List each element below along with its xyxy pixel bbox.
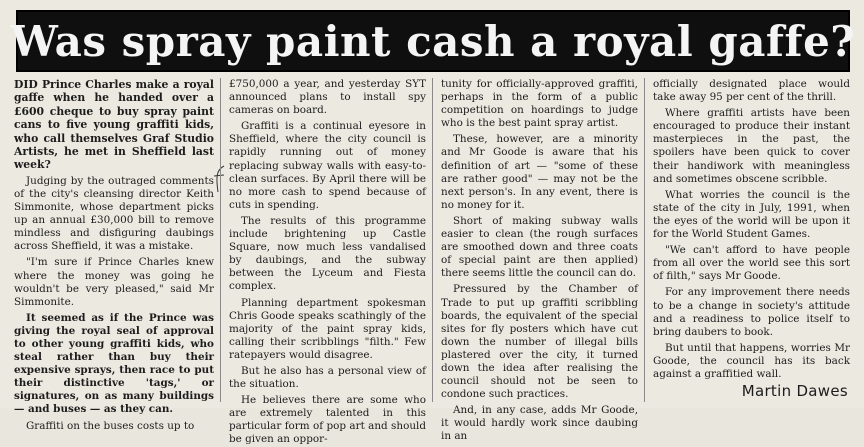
paragraph: DID Prince Charles make a royal gaffe when he handed over a £600 cheque to buy spray paint cans to five young graffiti kids, who call themselves Graf Studio Artists, he met in Sheffield last week? [14,78,214,172]
paragraph: Pressured by the Chamber of Trade to put up graffiti scribbling boards, the equivalent of the special sites for fly posters which have cut down the number of illegal bills plastered over the city, it turned down the idea after realising the council should not be seen to condone such practices. [441,283,638,401]
paragraph: Graffiti is a continual eyesore in Sheffield, where the city council is rapidly running out of money replacing subway walls with easy-to-clean surfaces. By April there will be no more cash to spend because of cuts in spending. [229,120,426,211]
paragraph: These, however, are a minority and Mr Goode is aware that his definition of art — "some of these are rather good" — may not be the next person's. In any event, there is no money for it. [441,133,638,211]
article-columns [8,78,856,446]
column-4 [644,78,856,402]
paragraph: officially designated place would take away 95 per cent of the thrill. [653,78,850,104]
paragraph: The results of this programme include brightening up Castle Square, now much less vandalised by daubings, and the subway between the Lyceum and Fiesta complex. [229,214,426,293]
paragraph: "I'm sure if Prince Charles knew where the money was going he wouldn't be very pleased," said Mr Simmonite. [14,256,214,308]
column-3 [432,78,644,443]
paragraph: And, in any case, adds Mr Goode, it would hardly work since daubing in an [441,404,638,443]
paragraph: Short of making subway walls easier to clean (the rough surfaces are smoothed down and three coats of special paint are then applied) there seems little the council can do. [441,214,638,280]
paragraph: What worries the council is the state of the city in July, 1991, when the eyes of the world will be upon it for the World Student Games. [653,188,850,241]
paragraph: But until that happens, worries Mr Goode, the council has its back against a graffitied wall. [653,341,850,380]
paragraph: tunity for officially-approved graffiti, perhaps in the form of a public competition on hoardings to judge who is the best paint spray artist. [441,78,638,130]
paragraph: Where graffiti artists have been encouraged to produce their instant masterpieces in the past, the spoilers have been quick to cover their handiwork with meaningless and sometimes obscene scribble. [653,107,850,185]
headline: Was spray paint cash a royal gaffe? [10,16,856,66]
byline: Martin Dawes [741,382,848,401]
paragraph: It seemed as if the Prince was giving the royal seal of approval to other young graffiti kids, who steal rather than buy their expensive sprays, then race to put their distinctive 'tags,' or signatures, on as many buildings — and buses — as they can. [14,311,214,416]
paragraph: He believes there are some who are extremely talented in this particular form of pop art and should be given an oppor- [229,394,426,446]
paragraph: But he also has a personal view of the situation. [229,364,426,391]
paragraph: Planning department spokesman Chris Goode speaks scathingly of the majority of the paint spray kids, calling their scribblings "filth." Few ratepayers would disagree. [229,296,426,361]
paragraph: Judging by the outraged comments of the city's cleansing director Keith Simmonite, whose department picks up an annual £30,000 bill to remove mindless and disfiguring daubings across Sheffield, it was a mistake. [14,174,214,253]
paragraph: "We can't afford to have people from all over the world see this sort of filth," says Mr Goode. [653,244,850,283]
column-2 [220,78,432,446]
paragraph: Graffiti on the buses costs up to [26,419,195,432]
paragraph: For any improvement there needs to be a change in society's attitude and a readiness to police itself to bring daubers to book. [653,286,850,338]
headline-banner [10,10,856,72]
paragraph: £750,000 a year, and yesterday SYT announced plans to install spy cameras on board. [229,78,426,117]
column-1 [8,78,220,432]
